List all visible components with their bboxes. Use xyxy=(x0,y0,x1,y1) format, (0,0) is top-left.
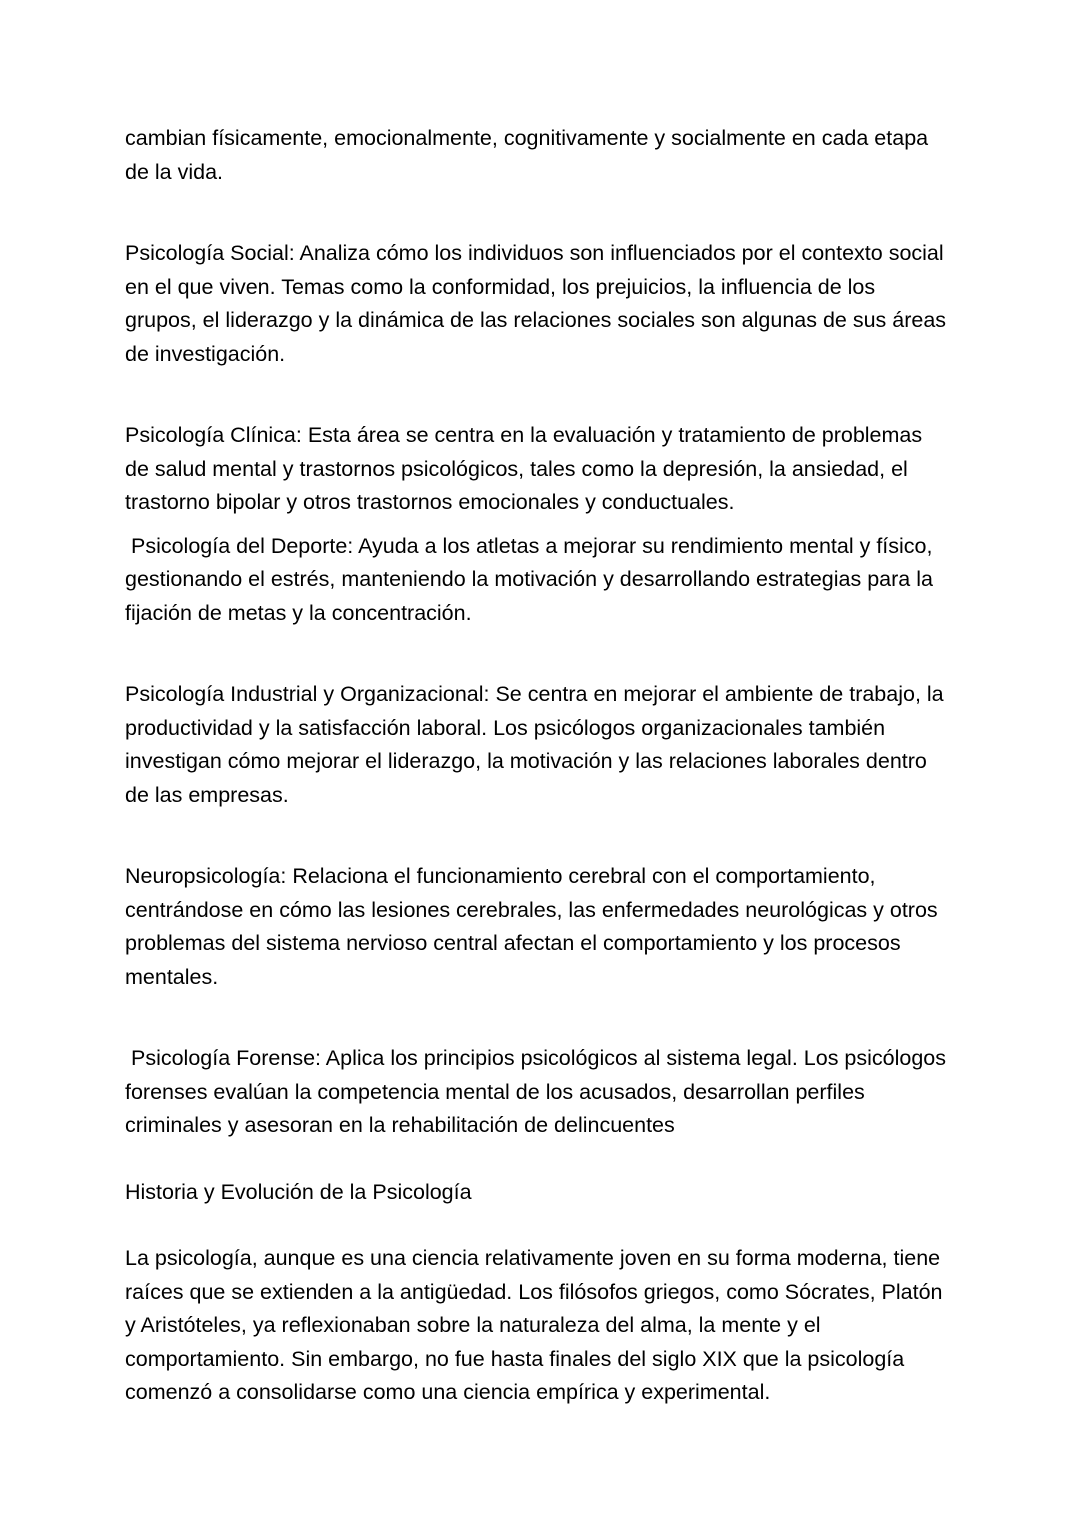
paragraph-neuropsicologia: Neuropsicología: Relaciona el funcionamiento cerebral con el comportamiento, centrándose en cómo las lesiones cerebrales, las enfermedades neurológicas y otros problemas del sistema nervioso central afectan el comportamiento y los procesos mentales. xyxy=(125,864,944,989)
paragraph-spacer xyxy=(125,371,950,419)
paragraph-spacer xyxy=(125,812,950,860)
heading-historia-evolucion: Historia y Evolución de la Psicología xyxy=(125,1179,472,1204)
paragraph-psicologia-social: Psicología Social: Analiza cómo los individuos son influenciados por el contexto social en el que viven. Temas como la conformidad, los prejuicios, la influencia de los grupos, el liderazgo y la dinámica de las relaciones sociales son algunas de sus áreas de investigación. xyxy=(125,241,953,366)
paragraph-spacer xyxy=(125,994,950,1042)
paragraph-spacer xyxy=(125,1143,950,1176)
paragraph-psicologia-forense: Psicología Forense: Aplica los principios psicológicos al sistema legal. Los psicólogos forenses evalúan la competencia mental de los acusados, desarrollan perfiles criminales y asesoran en la rehabilitación de delincuentes xyxy=(125,1046,952,1137)
document-body xyxy=(125,122,953,1410)
paragraph-psicologia-industrial: Psicología Industrial y Organizacional: Se centra en mejorar el ambiente de trabajo, la productividad y la satisfacción laboral. Los psicólogos organizacionales también investigan cómo mejorar el liderazgo, la motivación y las relaciones laborales dentro de las empresas. xyxy=(125,682,950,807)
paragraph-historia-cuerpo: La psicología, aunque es una ciencia relativamente joven en su forma moderna, tiene raíces que se extienden a la antigüedad. Los filósofos griegos, como Sócrates, Platón y Aristóteles, ya reflexionaban sobre la naturaleza del alma, la mente y el comportamiento. Sin embargo, no fue hasta finales del siglo XIX que la psicología comenzó a consolidarse como una ciencia empírica y experimental. xyxy=(125,1246,949,1404)
paragraph-spacer xyxy=(125,520,950,530)
paragraph-desarrollo-continuacion: cambian físicamente, emocionalmente, cognitivamente y socialmente en cada etapa de la vida. xyxy=(125,126,935,184)
paragraph-spacer xyxy=(125,189,950,237)
paragraph-spacer xyxy=(125,1209,950,1242)
paragraph-psicologia-deporte: Psicología del Deporte: Ayuda a los atletas a mejorar su rendimiento mental y físico, gestionando el estrés, manteniendo la motivación y desarrollando estrategias para la fijación de metas y la concentración. xyxy=(125,533,939,625)
paragraph-spacer xyxy=(125,630,950,678)
paragraph-psicologia-clinica: Psicología Clínica: Esta área se centra en la evaluación y tratamiento de problemas de salud mental y trastornos psicológicos, tales como la depresión, la ansiedad, el trastorno bipolar y otros trastornos emocionales y conductuales. xyxy=(125,423,929,514)
